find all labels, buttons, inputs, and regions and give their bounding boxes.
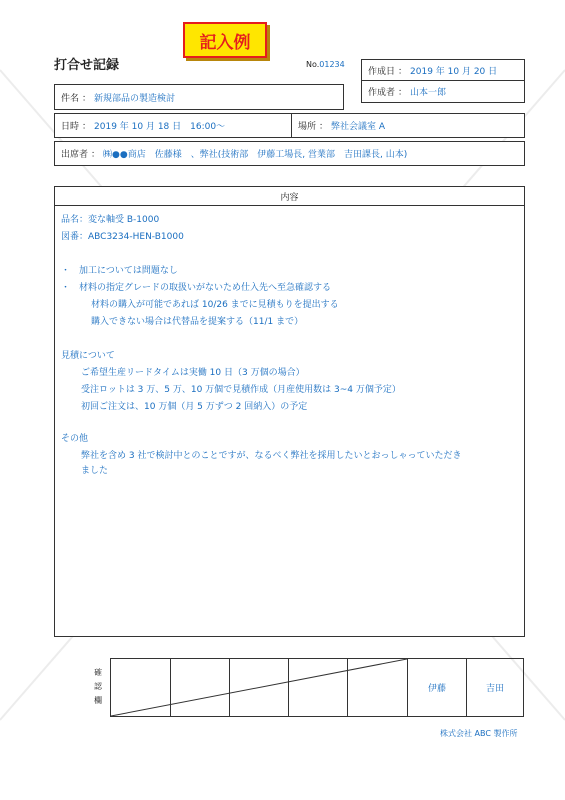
attendees-value: ㈱●●商店 佐藤様 、弊社(技術部 伊藤工場長, 営業部 吉田課長, 山本) <box>103 150 408 160</box>
subject-value: 新規部品の製造検討 <box>94 93 176 104</box>
author-label: 作成者 <box>368 88 396 98</box>
sample-badge-text: 記入例 <box>199 32 251 53</box>
approval-signer-name: 吉田 <box>485 684 504 694</box>
attendees-label: 出席者 <box>61 150 89 160</box>
content-line: 購入できない場合は代替品を提案する（11/1 まで） <box>91 317 304 327</box>
content-line: 材料の購入が可能であれば 10/26 までに見積もりを提出する <box>91 300 339 310</box>
place-label: 場所 <box>298 122 317 132</box>
content-line: ご希望生産リードタイムは実働 10 日（3 万個の場合） <box>81 368 305 378</box>
approval-cell-empty <box>170 659 229 716</box>
doc-number-label: No. <box>306 60 320 69</box>
approval-cell-empty <box>229 659 288 716</box>
place-field <box>291 114 524 137</box>
datetime-place-row <box>54 113 525 138</box>
created-date-sep: ： <box>398 66 408 77</box>
approval-cell-ito <box>407 659 466 716</box>
created-date-value: 2019 年 10 月 20 日 <box>410 66 498 77</box>
content-line: 受注ロットは 3 万、5 万、10 万個で見積作成（月産使用数は 3~4 万個予定） <box>81 385 401 395</box>
approval-cell-yoshida <box>466 659 523 716</box>
content-line: ・ 材料の指定グレードの取扱いがないため仕入先へ至急確認する <box>61 283 332 293</box>
datetime-field <box>55 114 291 137</box>
approval-label <box>92 666 104 708</box>
approval-cell-empty <box>347 659 407 716</box>
page-title: 打合せ記録 <box>54 58 120 73</box>
place-sep: ： <box>319 122 329 132</box>
attendees-sep: ： <box>91 150 101 160</box>
datetime-value: 2019 年 10 月 18 日 16:00～ <box>94 122 226 132</box>
datetime-label: 日時 <box>61 122 80 132</box>
approval-label-char: 欄 <box>94 696 102 705</box>
content-box <box>54 186 525 637</box>
content-line: 図番：ABC3234-HEN-B1000 <box>61 232 184 242</box>
doc-number <box>306 60 345 69</box>
content-line: 品名：変な軸受 B-1000 <box>61 215 160 225</box>
doc-number-value: 01234 <box>319 60 345 69</box>
content-line: 見積について <box>61 351 115 361</box>
approval-cell-empty <box>288 659 347 716</box>
approval-signer-name: 伊藤 <box>427 684 446 694</box>
datetime-sep: ： <box>82 122 92 132</box>
place-value: 弊社会議室 A <box>331 122 386 132</box>
subject-sep: ： <box>82 93 92 104</box>
created-date-field <box>361 59 525 81</box>
content-line: ・ 加工については問題なし <box>61 266 178 276</box>
attendees-field <box>54 141 525 166</box>
content-line: 弊社を含め 3 社で検討中とのことですが、なるべく弊社を採用したいとおっしゃっていただき <box>81 451 462 461</box>
subject-label: 件名 <box>61 93 80 104</box>
content-line: ました <box>81 466 109 476</box>
content-line: 初回ご注文は、10 万個（月 5 万ずつ 2 回納入）の予定 <box>81 402 308 412</box>
approval-label-char: 確 <box>94 668 102 677</box>
company-name: 株式会社 ABC 製作所 <box>440 729 518 738</box>
sample-badge <box>183 22 267 58</box>
author-value: 山本一郎 <box>410 88 447 98</box>
author-sep: ： <box>398 88 408 98</box>
content-header <box>55 187 524 206</box>
author-field <box>361 81 525 103</box>
content-line: その他 <box>61 434 89 444</box>
approval-table <box>110 658 524 717</box>
approval-label-char: 認 <box>94 682 102 691</box>
content-header-label: 内容 <box>280 192 299 203</box>
subject-field <box>54 84 344 110</box>
created-date-label: 作成日 <box>368 66 396 77</box>
